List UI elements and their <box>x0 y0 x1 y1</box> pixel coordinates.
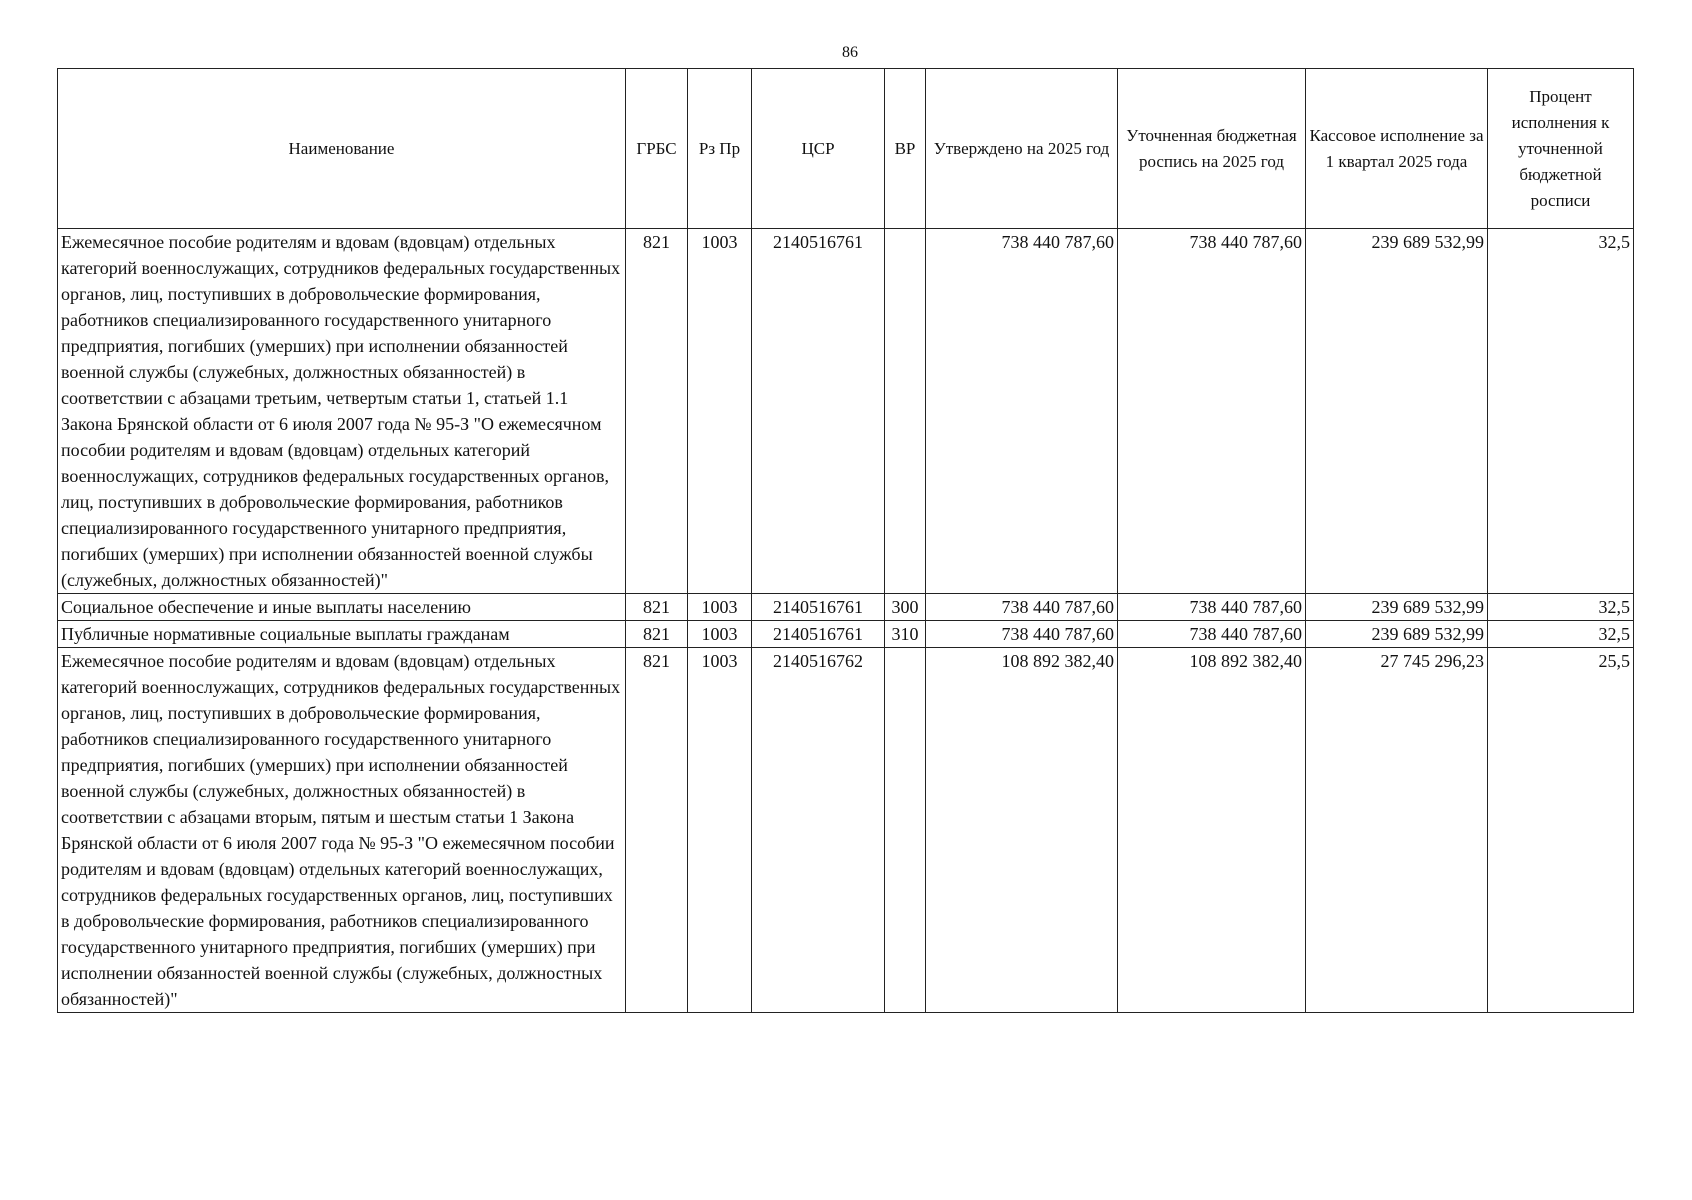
budget-execution-table <box>57 68 1634 1013</box>
cell-name: Ежемесячное пособие родителям и вдовам (вдовцам) отдельных категорий военнослужащих, сотрудников федеральных государственных органов, лиц, поступивших в добровольческие формирования, работников специализированного государственного унитарного предприятия, погибших (умерших) при исполнении обязанностей военной службы (служебных, должностных обязанностей) в соответствии с абзацами вторым, пятым и шестым статьи 1 Закона Брянской области от 6 июля 2007 года № 95-З "О ежемесячном пособии родителям и вдовам (вдовцам) отдельных категорий военнослужащих, сотрудников федеральных государственных органов, лиц, поступивших в добровольческие формирования, работников специализированного государственного унитарного предприятия, погибших (умерших) при исполнении обязанностей военной службы (служебных, должностных обязанностей)" <box>58 648 626 1013</box>
cell-name: Ежемесячное пособие родителям и вдовам (вдовцам) отдельных категорий военнослужащих, сотрудников федеральных государственных органов, лиц, поступивших в добровольческие формирования, работников специализированного государственного унитарного предприятия, погибших (умерших) при исполнении обязанностей военной службы (служебных, должностных обязанностей) в соответствии с абзацами третьим, четвертым статьи 1, статьей 1.1 Закона Брянской области от 6 июля 2007 года № 95-З "О ежемесячном пособии родителям и вдовам (вдовцам) отдельных категорий военнослужащих, сотрудников федеральных государственных органов, лиц, поступивших в добровольческие формирования, работников специализированного государственного унитарного предприятия, погибших (умерших) при исполнении обязанностей военной службы (служебных, должностных обязанностей)" <box>58 229 626 594</box>
cell-refined: 108 892 382,40 <box>1118 648 1306 1013</box>
header-refined: Уточненная бюджетная роспись на 2025 год <box>1118 69 1306 229</box>
cell-percent: 32,5 <box>1488 621 1634 648</box>
cell-rzpr: 1003 <box>688 648 752 1013</box>
cell-percent: 25,5 <box>1488 648 1634 1013</box>
header-cash: Кассовое исполнение за 1 квартал 2025 года <box>1306 69 1488 229</box>
cell-vr <box>885 229 926 594</box>
cell-csr: 2140516761 <box>752 594 885 621</box>
page-number: 86 <box>842 44 858 61</box>
header-grbs: ГРБС <box>626 69 688 229</box>
cell-vr: 310 <box>885 621 926 648</box>
table-row <box>58 648 1634 1013</box>
cell-grbs: 821 <box>626 648 688 1013</box>
cell-rzpr: 1003 <box>688 594 752 621</box>
cell-approved: 108 892 382,40 <box>926 648 1118 1013</box>
cell-csr: 2140516761 <box>752 621 885 648</box>
cell-approved: 738 440 787,60 <box>926 621 1118 648</box>
cell-refined: 738 440 787,60 <box>1118 229 1306 594</box>
cell-refined: 738 440 787,60 <box>1118 594 1306 621</box>
header-percent: Процент исполнения к уточненной бюджетной росписи <box>1488 69 1634 229</box>
cell-percent: 32,5 <box>1488 594 1634 621</box>
cell-name: Социальное обеспечение и иные выплаты населению <box>58 594 626 621</box>
header-csr: ЦСР <box>752 69 885 229</box>
cell-grbs: 821 <box>626 594 688 621</box>
header-vr: ВР <box>885 69 926 229</box>
header-rzpr: Рз Пр <box>688 69 752 229</box>
cell-cash: 239 689 532,99 <box>1306 621 1488 648</box>
header-name: Наименование <box>58 69 626 229</box>
cell-cash: 239 689 532,99 <box>1306 229 1488 594</box>
table-row <box>58 594 1634 621</box>
table-row <box>58 621 1634 648</box>
cell-csr: 2140516761 <box>752 229 885 594</box>
cell-approved: 738 440 787,60 <box>926 229 1118 594</box>
cell-rzpr: 1003 <box>688 621 752 648</box>
cell-grbs: 821 <box>626 621 688 648</box>
cell-cash: 27 745 296,23 <box>1306 648 1488 1013</box>
table-header-row <box>58 69 1634 229</box>
table-row <box>58 229 1634 594</box>
cell-percent: 32,5 <box>1488 229 1634 594</box>
cell-vr <box>885 648 926 1013</box>
cell-vr: 300 <box>885 594 926 621</box>
cell-approved: 738 440 787,60 <box>926 594 1118 621</box>
header-approved: Утверждено на 2025 год <box>926 69 1118 229</box>
cell-rzpr: 1003 <box>688 229 752 594</box>
cell-grbs: 821 <box>626 229 688 594</box>
cell-refined: 738 440 787,60 <box>1118 621 1306 648</box>
cell-name: Публичные нормативные социальные выплаты гражданам <box>58 621 626 648</box>
cell-cash: 239 689 532,99 <box>1306 594 1488 621</box>
cell-csr: 2140516762 <box>752 648 885 1013</box>
